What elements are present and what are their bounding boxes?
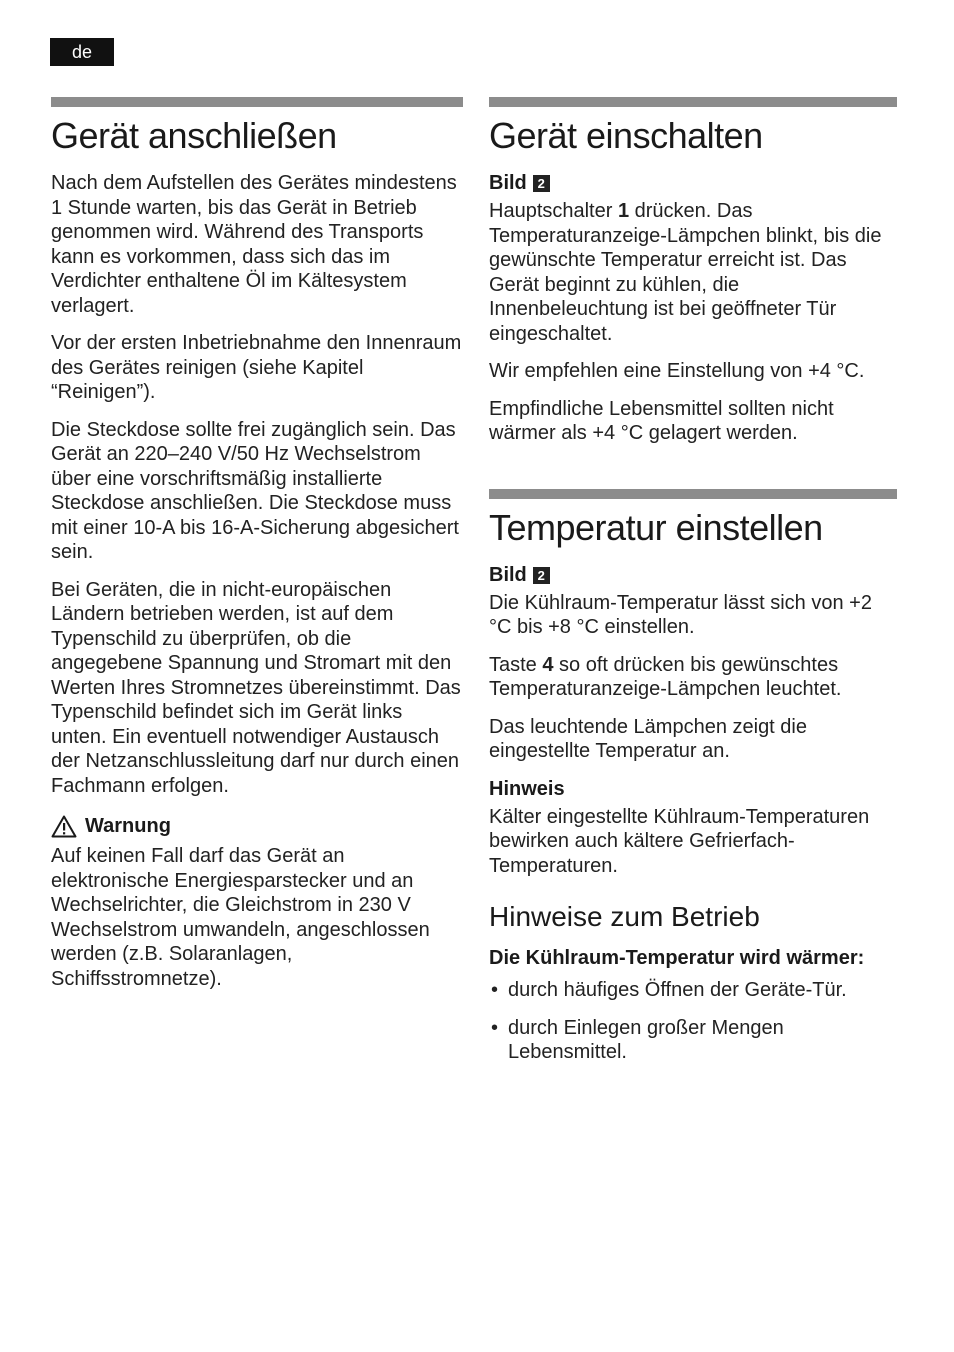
paragraph: Nach dem Aufstellen des Gerätes mindestens 1 Stunde warten, bis das Gerät in Betrieb genommen wird. Während des Transports kann es vorkommen, dass sich das im Verdichter enthaltene Öl im Kältesystem verlagert.: [51, 172, 457, 317]
paragraph: Bei Geräten, die in nicht-europäischen Ländern betrieben werden, ist auf dem Typenschild zu überprüfen, ob die angegebene Spannung und Stromart mit den Werten Ihres Stromnetzes übereinstimmt. Das Typenschild befindet sich im Gerät links unten. Ein eventuell notwendiger Austausch der Netzanschlussleitung darf nur durch einen Fachmann erfolgen.: [51, 578, 461, 797]
tips-list: [489, 978, 897, 1065]
tips-subtitle: Die Kühlraum-Temperatur wird wärmer:: [489, 947, 865, 969]
figure-reference: Bild 2: [489, 563, 897, 587]
language-tag: de: [50, 38, 114, 66]
list-item: • durch häufiges Öffnen der Geräte-Tür.: [489, 978, 897, 1003]
section-title-operation-tips: Hinweise zum Betrieb: [489, 901, 760, 932]
section-rule: [51, 97, 463, 107]
paragraph: Das leuchtende Lämpchen zeigt die eingestellte Temperatur an.: [489, 715, 807, 762]
paragraph: Vor der ersten Inbetriebnahme den Innenraum des Gerätes reinigen (siehe Kapitel “Reinigen”).: [51, 332, 462, 403]
paragraph: Taste 4 so oft drücken bis gewünschtes Temperaturanzeige-Lämpchen leuchtet.: [489, 653, 842, 700]
warning-heading: [51, 814, 463, 838]
section-title-switch-on: Gerät einschalten: [489, 115, 763, 156]
list-item: • durch Einlegen großer Mengen Lebensmittel.: [489, 1016, 897, 1065]
paragraph: Empfindliche Lebensmittel sollten nicht wärmer als +4 °C gelagert werden.: [489, 397, 834, 444]
section-title-set-temperature: Temperatur einstellen: [489, 506, 823, 548]
left-column: [51, 97, 463, 1004]
figure-number-badge: 2: [533, 175, 550, 192]
warning-label: Warnung: [85, 815, 171, 837]
hint-text: Kälter eingestellte Kühlraum-Temperaturen bewirken auch kältere Gefrierfach-Temperaturen.: [489, 805, 870, 877]
paragraph: Die Kühlraum-Temperatur lässt sich von +2 °C bis +8 °C einstellen.: [489, 591, 872, 638]
right-column: [489, 97, 897, 1078]
section-rule: [489, 97, 897, 107]
figure-number-badge: 2: [533, 567, 550, 584]
paragraph: Die Steckdose sollte frei zugänglich sein. Das Gerät an 220–240 V/50 Hz Wechselstrom über eine vorschriftsmäßig installierte Steckdose anschließen. Die Steckdose muss mit einer 10-A bis 16-A-Sicherung abgesichert sein.: [51, 418, 459, 563]
warning-text: Auf keinen Fall darf das Gerät an elektronische Energiesparstecker und an Wechselrichter, die Gleichstrom in 230 V Wechselstrom umwandeln, angeschlossen werden (z.B. Solaranlagen, Schiffsstromnetze).: [51, 845, 430, 990]
section-rule: [489, 489, 897, 499]
warning-icon: [51, 815, 77, 838]
section-title-connect: Gerät anschließen: [51, 115, 337, 156]
figure-reference: Bild 2: [489, 171, 897, 195]
hint-label: Hinweis: [489, 777, 565, 800]
paragraph: Wir empfehlen eine Einstellung von +4 °C.: [489, 360, 865, 382]
paragraph: Hauptschalter 1 drücken. Das Temperaturanzeige-Lämpchen blinkt, bis die gewünschte Temperatur erreicht ist. Das Gerät beginnt zu kühlen, die Innenbeleuchtung ist bei geöffneter Tür eingeschaltet.: [489, 200, 882, 345]
